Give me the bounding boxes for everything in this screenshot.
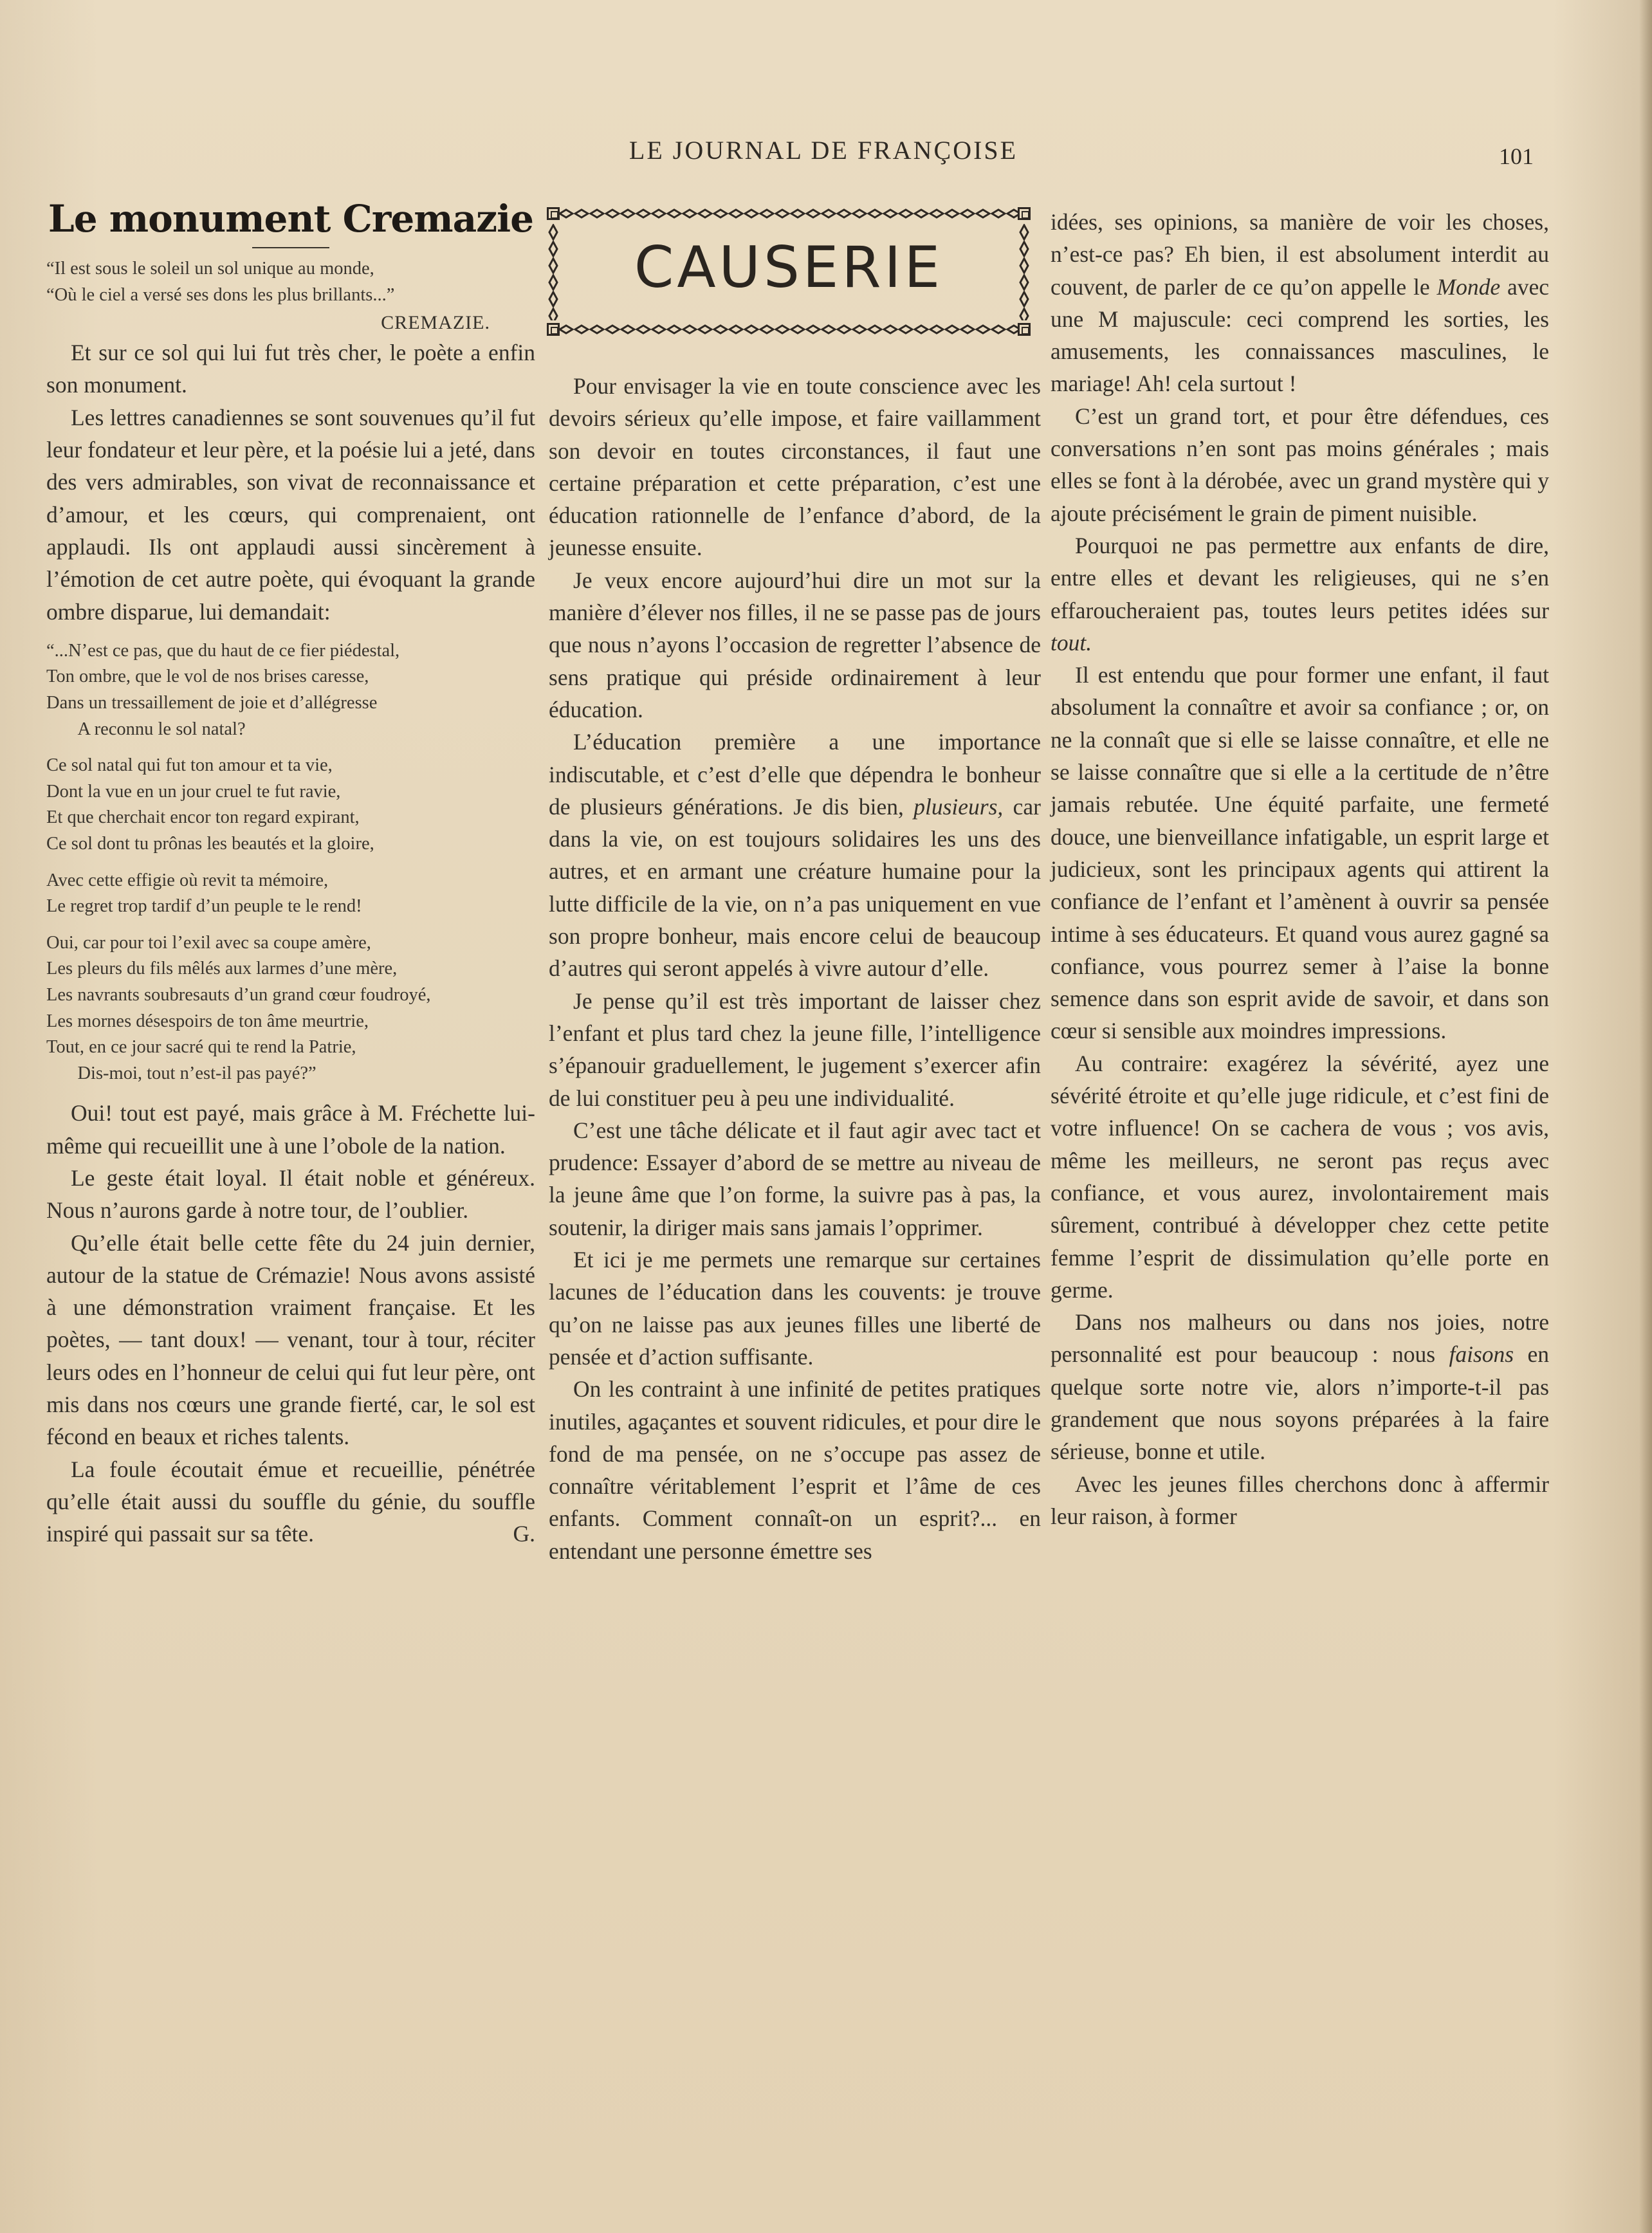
paragraph: C’est une tâche délicate et il faut agir avec tact et prudence: Essayer d’abord de se mettre au niveau de la jeune âme que l’on forme, la suivre pas à pas, la soutenir, la diriger mais sans jamais l’opprimer.: [549, 1117, 1041, 1240]
poem-line: Les navrants soubresauts d’un grand cœur foudroyé,: [46, 984, 431, 1005]
poem-stanza: [46, 638, 535, 742]
title-rule: [252, 247, 329, 248]
paragraph: Il est entendu que pour former une enfant, il faut absolument la connaître et avoir sa confiance ; or, on ne la connaît que si elle se laisse connaître, et elle ne se laisse connaître que si elle a la certitude de n’être jamais rebutée. Une équité parfaite, une fermeté douce, une bienveillance infatigable, un esprit large et judicieux, sont les principaux agents qui attirent la confiance de l’enfant et l’amènent à ouvrir sa pensée intime à ses éducateurs. Et quand vous aurez gagné sa confiance, vous pourrez semer à l’aise la bonne semence dans son esprit avide de savoir, et dans son cœur si sensible aux moindres impressions.: [1051, 662, 1549, 1044]
paragraph: Qu’elle était belle cette fête du 24 juin dernier, autour de la statue de Crémazie! Nous avons assisté à une démonstration vraiment française. Et les poètes, — tant doux! — venant, tour à tour, réciter leurs odes en l’honneur de celui qui fut leur père, ont mis dans nos cœurs une grande fierté, car, le sol est fécond en beaux et riches talents.: [46, 1229, 535, 1450]
poem-line: Les mornes désespoirs de ton âme meurtrie,: [46, 1011, 369, 1031]
causerie-title: CAUSERIE: [634, 234, 944, 300]
paragraph: Au contraire: exagérez la sévérité, ayez une sévérité étroite et qu’elle juge ridicule, et c’est fini de votre influence! On se cachera de vous ; vos avis, même les meilleurs, ne seront pas reçus avec confiance, et vous aurez, involontairement mais sûrement, contribué à développer chez cette petite femme l’esprit de dissimulation qu’elle porte en germe.: [1051, 1050, 1549, 1303]
paragraph: Je veux encore aujourd’hui dire un mot sur la manière d’élever nos filles, il ne se passe pas de jours que nous n’ayons l’occasion de regretter l’absence de sens pratique qui préside ordinairement à leur éducation.: [549, 567, 1041, 722]
poem-line: Oui, car pour toi l’exil avec sa coupe amère,: [46, 932, 371, 953]
poem-line: Les pleurs du fils mêlés aux larmes d’une mère,: [46, 959, 398, 979]
epigraph-line: “Il est sous le soleil un sol unique au monde,: [46, 259, 374, 279]
running-head: LE JOURNAL DE FRANÇOISE: [629, 136, 1018, 165]
ornament-corner: [547, 207, 560, 220]
poem-line: Ce sol dont tu prônas les beautés et la gloire,: [46, 834, 374, 854]
ornament-border-top: [558, 207, 1019, 220]
paragraph-text: en quelque sorte notre vie, alors n’importe-t-il pas grandement que nous soyons préparées à la faire sérieuse, bonne et utile.: [1051, 1341, 1550, 1465]
poem-line: Tout, en ce jour sacré qui te rend la Patrie,: [46, 1037, 356, 1058]
paragraph: Le geste était loyal. Il était noble et généreux. Nous n’aurons garde à notre tour, de l’oublier.: [46, 1164, 535, 1224]
column-causerie-continued: [1051, 206, 1549, 1532]
paragraph-text: La foule écoutait émue et recueillie, pénétrée qu’elle était aussi du souffle du génie, du souffle inspiré qui passait sur sa tête.: [46, 1456, 535, 1547]
paragraph: Avec les jeunes filles cherchons donc à affermir leur raison, à former: [1051, 1471, 1549, 1529]
paragraph-text: L’éducation première a une importance indiscutable, et c’est d’elle que dépendra le bonheur de plusieurs générations. Je dis bien,: [549, 729, 1041, 820]
paragraph: [46, 1453, 535, 1550]
emphasis: Monde: [1436, 273, 1501, 300]
article-title-monument: Le monument Cremazie: [48, 197, 534, 241]
epigraph-author: CREMAZIE.: [381, 312, 490, 334]
emphasis: tout.: [1051, 629, 1092, 656]
paragraph-text: car dans la vie, on est toujours solidaires les uns des autres, et en armant une créature humaine pour la lutte difficile de la vie, on n’a pas uniquement en vue son propre bonheur, mais encore celui de beaucoup d’autres qui seront appelés à vivre autour d’elle.: [549, 793, 1041, 982]
paragraph: [1051, 206, 1549, 400]
poem-line: Et que cherchait encor ton regard expirant,: [46, 807, 360, 828]
paragraph: [1051, 1306, 1549, 1467]
emphasis: plusieurs,: [913, 793, 1004, 820]
paragraph: Je pense qu’il est très important de laisser chez l’enfant et plus tard chez la jeune fille, l’intelligence s’épanouir graduellement, le jugement s’exercer afin de lui constituer peu à peu une individualité.: [549, 988, 1041, 1111]
paragraph: Et sur ce sol qui lui fut très cher, le poète a enfin son monument.: [46, 340, 535, 398]
poem-stanza: [46, 753, 535, 857]
paragraph: [1051, 529, 1549, 659]
poem-line: Le regret trop tardif d’un peuple te le rend!: [46, 896, 362, 917]
poem-line: Dis-moi, tout n’est-il pas payé?”: [77, 1063, 317, 1083]
poem-line: “...N’est ce pas, que du haut de ce fier piédestal,: [46, 640, 400, 661]
poem-line: Dans un tressaillement de joie et d’allégresse: [46, 693, 378, 713]
poem-line: Avec cette effigie où revit ta mémoire,: [46, 870, 329, 890]
ornament-corner: [1018, 207, 1031, 220]
column-causerie: [549, 370, 1041, 1567]
poem-line: A reconnu le sol natal?: [77, 719, 246, 739]
paragraph: On les contraint à une infinité de petites pratiques inutiles, agaçantes et souvent ridicules, et pour dire le fond de ma pensée, on ne s’occupe pas assez de connaître véritablement l’esprit et l’âme de ces enfants. Comment connaît-on un esprit?... en entendant une personne émettre ses: [549, 1376, 1041, 1564]
ornament-corner: [547, 323, 560, 336]
paragraph: Et ici je me permets une remarque sur certaines lacunes de l’éducation dans les couvents: je trouve qu’on ne laisse pas aux jeunes filles une liberté de pensée et d’action suffisante.: [549, 1247, 1041, 1370]
paragraph-text: Pourquoi ne pas permettre aux enfants de dire, entre elles et devant les religieuses, qui ne s’en effaroucheraient pas, toutes leurs petites idées sur: [1051, 532, 1549, 623]
ornament-border-bottom: [558, 323, 1019, 336]
epigraph: [46, 256, 535, 308]
poem-line: Ce sol natal qui fut ton amour et ta vie,: [46, 755, 333, 776]
emphasis: faisons: [1449, 1341, 1514, 1368]
article-signature: G.: [513, 1521, 535, 1547]
paragraph: [549, 726, 1041, 984]
page-edge-shadow: [1639, 0, 1652, 2233]
paragraph: Les lettres canadiennes se sont souvenues qu’il fut leur fondateur et leur père, et la poésie lui a jeté, dans des vers admirables, son vivat de reconnaissance et d’amour, et les cœurs, qui comprenaient, ont applaudi. Ils ont applaudi aussi sincèrement à l’émotion de cet autre poète, qui évoquant la grande ombre disparue, lui demandait:: [46, 404, 535, 625]
paragraph-text: avec une M majuscule: ceci comprend les sorties, les amusements, les connaissances masculines, le mariage! Ah! cela surtout !: [1051, 273, 1549, 397]
paragraph-text: idées, ses opinions, sa manière de voir les choses, n’est-ce pas? Eh bien, il est absolument interdit au couvent, de parler de ce qu’on appelle le: [1051, 209, 1549, 300]
paragraph: Oui! tout est payé, mais grâce à M. Fréchette lui-même qui recueillit une à une l’obole de la nation.: [46, 1100, 535, 1159]
poem-line: Dont la vue en un jour cruel te fut ravie,: [46, 781, 341, 802]
poem-stanza: [46, 930, 535, 1087]
paragraph: Pour envisager la vie en toute conscience avec les devoirs sérieux qu’elle impose, et faire vaillamment son devoir en toutes circonstances, il faut une certaine préparation et cette préparation, c’est une éducation rationnelle de l’enfance d’abord, de la jeunesse ensuite.: [549, 373, 1041, 561]
paragraph-text: Dans nos malheurs ou dans nos joies, notre personnalité est pour beaucoup : nous: [1051, 1309, 1549, 1368]
causerie-title-frame: [547, 207, 1031, 336]
ornament-corner: [1018, 323, 1031, 336]
page-number: 101: [1499, 143, 1534, 169]
paragraph: C’est un grand tort, et pour être défendues, ces conversations n’en sont pas moins générales ; mais elles se font à la dérobée, avec un grand mystère qui y ajoute précisément le grain de piment nuisible.: [1051, 403, 1549, 526]
column-monument-cremazie: [46, 193, 535, 1550]
poem-line: Ton ombre, que le vol de nos brises caresse,: [46, 666, 369, 687]
epigraph-line: “Où le ciel a versé ses dons les plus brillants...”: [46, 284, 395, 305]
poem-stanza: [46, 868, 535, 920]
